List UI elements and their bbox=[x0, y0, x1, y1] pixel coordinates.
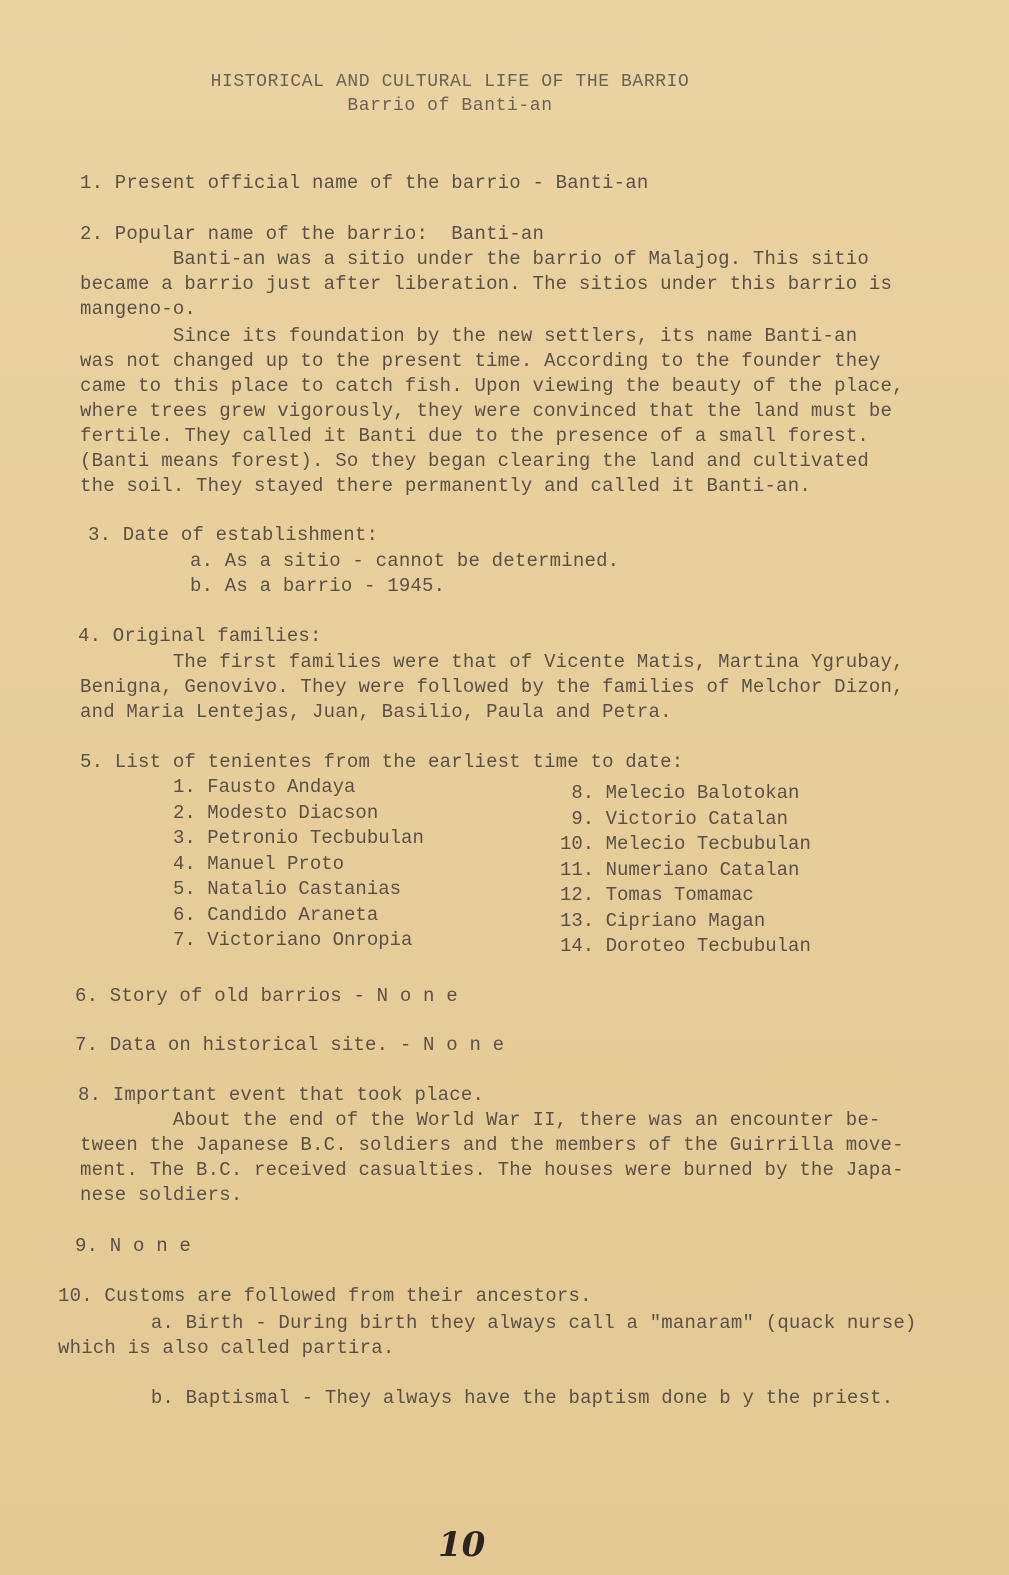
item-2-line: the soil. They stayed there permanently and called it Banti-an. bbox=[80, 475, 811, 497]
item-2-line: fertile. They called it Banti due to the presence of a small forest. bbox=[80, 425, 869, 447]
item-4-line: The first families were that of Vicente Matis, Martina Ygrubay, bbox=[80, 651, 904, 673]
item-10-a-line: a. Birth - During birth they always call a "manaram" (quack nurse) bbox=[58, 1312, 917, 1334]
list-item: 3. Petronio Tecbubulan bbox=[173, 827, 424, 849]
list-item: 11. Numeriano Catalan bbox=[560, 858, 800, 881]
item-5-heading: 5. List of tenientes from the earliest time to date: bbox=[80, 751, 684, 773]
list-item: 14. Doroteo Tecbubulan bbox=[560, 935, 811, 957]
list-item: 5. Natalio Castanias bbox=[173, 878, 402, 900]
item-8-line: nese soldiers. bbox=[80, 1184, 243, 1206]
document-title: HISTORICAL AND CULTURAL LIFE OF THE BARRIO bbox=[210, 72, 690, 92]
item-2-line: (Banti means forest). So they began clearing the land and cultivated bbox=[80, 450, 869, 472]
list-item: 4. Manuel Proto bbox=[173, 852, 345, 875]
item-10-b: b. Baptismal - They always have the baptism done b y the priest. bbox=[58, 1387, 894, 1409]
item-2-line: Since its foundation by the new settlers, its name Banti-an bbox=[80, 325, 858, 347]
item-2-line: came to this place to catch fish. Upon viewing the beauty of the place, bbox=[80, 375, 904, 397]
item-2-line: mangeno-o. bbox=[80, 298, 197, 320]
item-3-a: a. As a sitio - cannot be determined. bbox=[190, 550, 620, 572]
list-item: 9. Victorio Catalan bbox=[560, 807, 789, 830]
item-7: 7. Data on historical site. - N o n e bbox=[75, 1034, 505, 1056]
item-2-line: became a barrio just after liberation. The sitios under this barrio is bbox=[80, 273, 893, 295]
list-item: 7. Victoriano Onropia bbox=[173, 929, 413, 951]
list-item: 6. Candido Araneta bbox=[173, 903, 379, 926]
item-3-heading: 3. Date of establishment: bbox=[88, 524, 379, 546]
item-8-line: tween the Japanese B.C. soldiers and the members of the Guirrilla move- bbox=[80, 1134, 904, 1156]
item-8-line: About the end of the World War II, there was an encounter be- bbox=[80, 1109, 881, 1131]
tenientes-left-list bbox=[173, 775, 424, 954]
item-2-line: was not changed up to the present time. According to the founder they bbox=[80, 350, 881, 372]
item-6: 6. Story of old barrios - N o n e bbox=[75, 985, 458, 1007]
item-10-heading: 10. Customs are followed from their ancestors. bbox=[58, 1285, 592, 1307]
document-subtitle: Barrio of Banti-an bbox=[347, 96, 553, 116]
list-item: 1. Fausto Andaya bbox=[173, 776, 356, 798]
item-2-heading: 2. Popular name of the barrio: Banti-an bbox=[80, 223, 545, 245]
item-1: 1. Present official name of the barrio - Banti-an bbox=[80, 172, 649, 194]
item-2-line: Banti-an was a sitio under the barrio of Malajog. This sitio bbox=[80, 248, 869, 270]
list-item: 12. Tomas Tomamac bbox=[560, 884, 754, 906]
item-3-b: b. As a barrio - 1945. bbox=[190, 575, 446, 597]
list-item: 13. Cipriano Magan bbox=[560, 909, 766, 932]
list-item: 10. Melecio Tecbubulan bbox=[560, 833, 811, 855]
item-10-a-line: which is also called partira. bbox=[58, 1337, 395, 1359]
item-8-heading: 8. Important event that took place. bbox=[78, 1084, 485, 1106]
page-number: 10 bbox=[438, 1525, 486, 1565]
item-9: 9. N o n e bbox=[75, 1235, 192, 1257]
tenientes-right-list bbox=[560, 781, 811, 960]
item-4-line: and Maria Lentejas, Juan, Basilio, Paula and Petra. bbox=[80, 701, 672, 723]
list-item: 2. Modesto Diacson bbox=[173, 801, 379, 824]
item-8-line: ment. The B.C. received casualties. The houses were burned by the Japa- bbox=[80, 1159, 904, 1181]
item-4-line: Benigna, Genovivo. They were followed by the families of Melchor Dizon, bbox=[80, 676, 904, 698]
item-2-line: where trees grew vigorously, they were convinced that the land must be bbox=[80, 400, 893, 422]
list-item: 8. Melecio Balotokan bbox=[560, 782, 800, 804]
item-4-heading: 4. Original families: bbox=[78, 625, 322, 647]
